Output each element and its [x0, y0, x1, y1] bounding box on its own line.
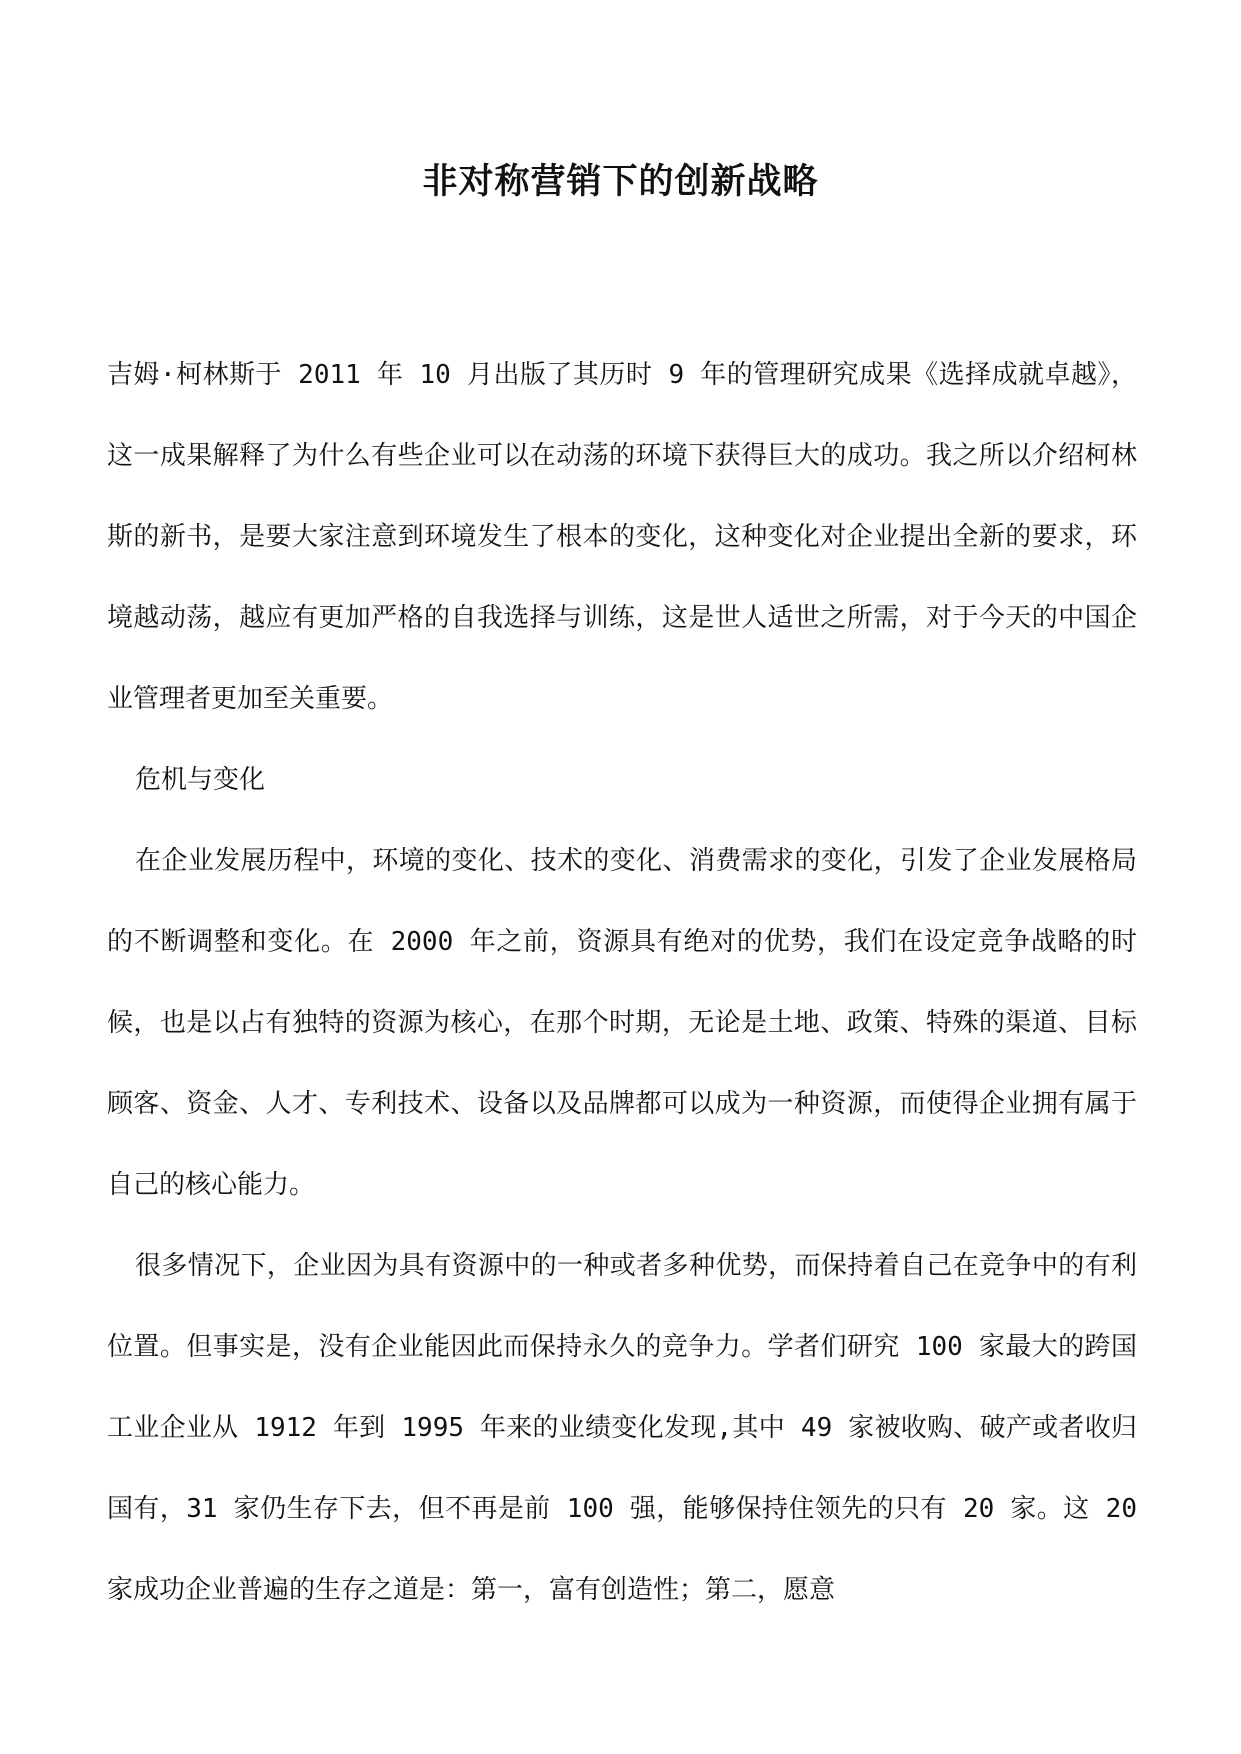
- document-title: 非对称营销下的创新战略: [422, 161, 819, 202]
- section-heading-crisis-and-change: 危机与变化: [135, 765, 266, 795]
- document-body: [107, 335, 1137, 1631]
- paragraph-competition: 很多情况下，企业因为具有资源中的一种或者多种优势，而保持着自己在竞争中的有利位置。但事实是，没有企业能因此而保持永久的竞争力。学者们研究 100 家最大的跨国工业企业从 1912 年到 1995 年来的业绩变化发现,其中 49 家被收购、破产或者收归国有，31 家仍生存下去，但不再是前 100 强，能够保持住领先的只有 20 家。这 20 家成功企业普遍的生存之道是：第一，富有创造性；第二，愿意: [107, 1251, 1137, 1605]
- paragraph-resources: 在企业发展历程中，环境的变化、技术的变化、消费需求的变化，引发了企业发展格局的不断调整和变化。在 2000 年之前，资源具有绝对的优势，我们在设定竞争战略的时候，也是以占有独特的资源为核心，在那个时期，无论是土地、政策、特殊的渠道、目标顾客、资金、人才、专利技术、设备以及品牌都可以成为一种资源，而使得企业拥有属于自己的核心能力。: [107, 846, 1137, 1200]
- paragraph-intro: 吉姆·柯林斯于 2011 年 10 月出版了其历时 9 年的管理研究成果《选择成就卓越》，这一成果解释了为什么有些企业可以在动荡的环境下获得巨大的成功。我之所以介绍柯林斯的新书，是要大家注意到环境发生了根本的变化，这种变化对企业提出全新的要求，环境越动荡，越应有更加严格的自我选择与训练，这是世人适世之所需，对于今天的中国企业管理者更加至关重要。: [107, 360, 1137, 714]
